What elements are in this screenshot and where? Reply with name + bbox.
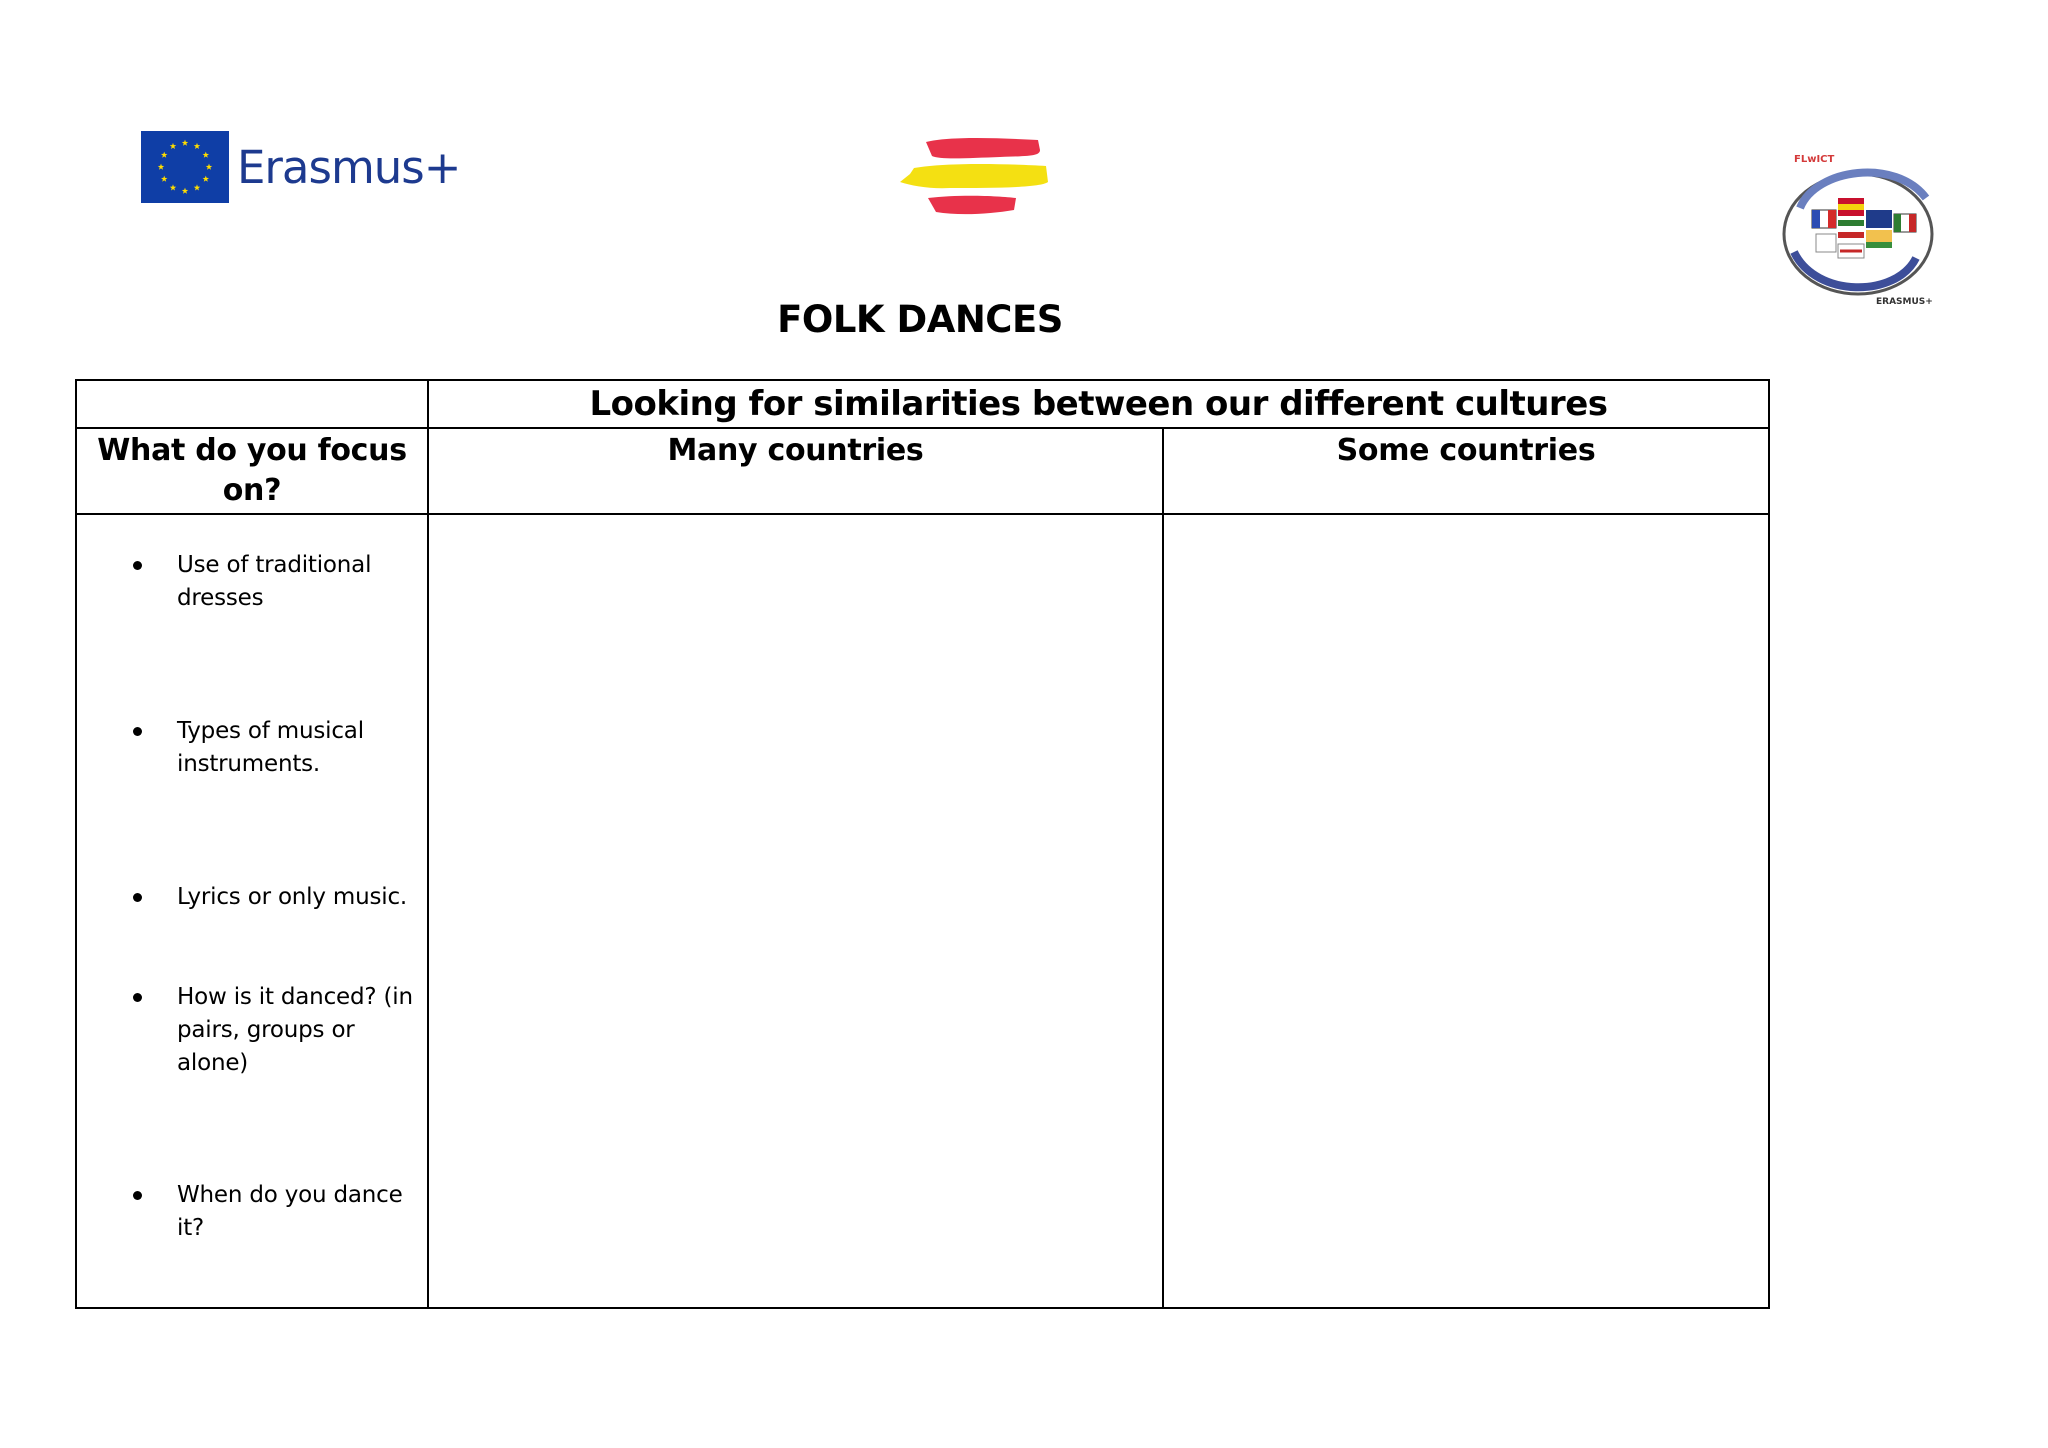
focus-item-label: When do you dance it? <box>177 1182 403 1241</box>
header-focus: What do you focus on? <box>76 428 428 514</box>
bullet-icon <box>133 993 142 1002</box>
spain-flag-icon <box>890 134 1050 224</box>
list-item <box>177 549 417 615</box>
many-countries-answer-cell[interactable] <box>428 514 1163 1308</box>
eu-star-icon <box>158 164 164 170</box>
project-logo-icon <box>1776 148 1946 308</box>
bullet-icon <box>133 561 142 570</box>
list-item <box>177 881 417 914</box>
list-item <box>177 1179 417 1245</box>
eu-star-icon <box>170 184 176 190</box>
table-body-row <box>76 514 1769 1308</box>
eu-flag-icon <box>141 131 229 203</box>
table-super-header-row <box>76 380 1769 428</box>
focus-cell <box>76 514 428 1308</box>
eu-star-icon <box>194 143 200 149</box>
list-item <box>177 715 417 781</box>
eu-star-icon <box>182 188 188 194</box>
focus-item-label: How is it danced? (in pairs, groups or alone) <box>177 984 413 1076</box>
eu-star-icon <box>203 152 209 158</box>
bullet-icon <box>133 893 142 902</box>
table-header-row <box>76 428 1769 514</box>
eu-star-icon <box>161 152 167 158</box>
list-item <box>177 981 417 1080</box>
eu-star-icon <box>203 176 209 182</box>
header-some-countries: Some countries <box>1163 428 1769 514</box>
similarities-table <box>75 379 1770 1309</box>
project-logo-caption: ERASMUS+ <box>1876 297 1933 307</box>
bullet-icon <box>133 1191 142 1200</box>
eu-star-icon <box>194 184 200 190</box>
erasmus-logo-text: Erasmus+ <box>237 140 461 194</box>
empty-corner-cell <box>76 380 428 428</box>
page-title: FOLK DANCES <box>777 298 1063 341</box>
bullet-icon <box>133 727 142 736</box>
erasmus-logo <box>141 131 460 203</box>
focus-item-label: Lyrics or only music. <box>177 884 408 910</box>
header-many-countries: Many countries <box>428 428 1163 514</box>
project-logo-label: FLwICT <box>1794 154 1835 165</box>
eu-star-icon <box>170 143 176 149</box>
focus-item-label: Use of traditional dresses <box>177 552 372 611</box>
eu-star-icon <box>182 140 188 146</box>
table-super-header: Looking for similarities between our different cultures <box>428 380 1769 428</box>
eu-star-icon <box>161 176 167 182</box>
focus-item-label: Types of musical instruments. <box>177 718 364 777</box>
eu-star-icon <box>206 164 212 170</box>
some-countries-answer-cell[interactable] <box>1163 514 1769 1308</box>
focus-list <box>77 515 427 1307</box>
